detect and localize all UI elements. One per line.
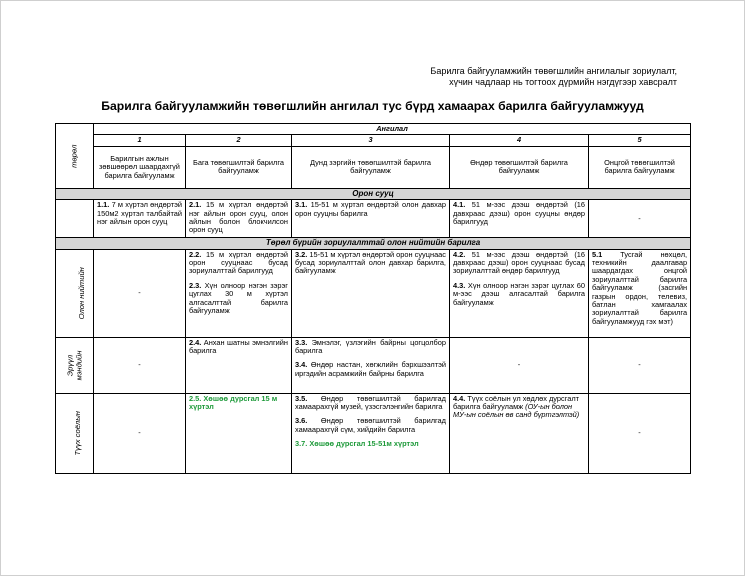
item-number: 3.6.	[295, 416, 308, 426]
table-row-residential	[56, 200, 691, 238]
item-text: Түүх соёлын ул хөдлөх дурсгалт барилга байгууламж	[453, 393, 580, 412]
item-number: 4.1.	[453, 200, 466, 210]
item-text: Хүн олноор нэгэн зэрэг цуглах 60 м-ээс дээш алгасалтай барилга байгууламж	[453, 280, 585, 307]
category-header: Ангилал	[94, 124, 691, 135]
col-heading-2: Бага төвөгшилтэй барилга байгууламж	[186, 146, 292, 188]
item-number: 2.2.	[189, 249, 202, 259]
item-text: 15 м хүртэл өндөртэй орон сууцнаас бусад зориулалттай барилгууд	[189, 249, 288, 276]
public-type-cell	[56, 249, 94, 337]
item-text: Өндөр төвөгшилтэй барилгад хамаарахгүй музей, үзэсгэлэнгийн барилга	[295, 393, 446, 412]
item-3-3	[295, 339, 446, 356]
health-col1: -	[94, 337, 186, 393]
section-public: Төрөл бүрийн зориулалттай олон нийтийн барилга	[56, 238, 691, 249]
health-label-line2: мэндийн	[73, 350, 83, 381]
public-col3	[292, 249, 450, 337]
health-col5: -	[589, 337, 691, 393]
residential-col3	[292, 200, 450, 238]
item-2-3	[189, 282, 288, 316]
item-4-2	[453, 251, 585, 276]
item-3-6	[295, 417, 446, 434]
type-label: төрөл	[69, 144, 79, 168]
item-text: Хүн олноор нэгэн зэрэг цуглах 30 м хүртэл алгасалттай барилга байгууламж	[189, 280, 288, 316]
item-text: Эмнэлэг, үзлэгийн байрны цогцолбор барилга	[295, 337, 446, 356]
item-text: 15-51 м хүртэл өндөртэй орон сууцнаас бусад зориулалттай олон давхар барилга, байгууламж	[295, 249, 446, 276]
health-label-line1: Эрүүл	[64, 354, 74, 376]
col-number-5: 5	[589, 135, 691, 146]
col-heading-1: Барилгын ажлын зөвшөөрөл шаардахгүй барилга байгууламж	[94, 146, 186, 188]
item-3-4	[295, 361, 446, 378]
item-4-3	[453, 282, 585, 307]
health-col4: -	[450, 337, 589, 393]
col-number-4: 4	[450, 135, 589, 146]
item-text: 51 м-ээс дээш өндөртэй (16 давхраас дээш) орон сууцны өндөр барилгууд	[453, 200, 586, 227]
public-col4	[450, 249, 589, 337]
item-3-5	[295, 395, 446, 412]
residential-col4	[450, 200, 589, 238]
health-col2	[186, 337, 292, 393]
header-row-category	[56, 124, 691, 135]
item-text: Өндөр настан, хөгжлийн бэрхшээлтэй иргэдийн асрамжийн байрны барилга	[295, 360, 446, 378]
culture-type-label: Түүх соёлын	[72, 410, 82, 456]
item-text: 51 м-ээс дээш өндөртэй (16 давхраас дээш) орон сууцнаас бусад зориулалттай өндөр барилгууд	[453, 249, 586, 276]
residential-col5: -	[589, 200, 691, 238]
item-number: 1.1.	[97, 200, 110, 210]
item-2-2	[189, 251, 288, 276]
item-text: Анхан шатны эмнэлгийн барилга	[189, 337, 288, 356]
col-heading-4: Өндөр төвөгшилтэй барилга байгууламж	[450, 146, 589, 188]
table-row-public	[56, 249, 691, 337]
header-row-numbers	[56, 135, 691, 146]
table-row-culture	[56, 393, 691, 473]
public-col5	[589, 249, 691, 337]
residential-col2	[186, 200, 292, 238]
header-note-line1: Барилга байгууламжийн төвөгшлийн ангилалыг зориулалт,	[430, 66, 677, 76]
col-heading-3: Дунд зэргийн төвөгшилтэй барилга байгууламж	[292, 146, 450, 188]
public-col1: -	[94, 249, 186, 337]
item-number: 2.1.	[189, 200, 202, 210]
item-number: 3.5.	[295, 393, 308, 403]
residential-type-cell	[56, 200, 94, 238]
item-number: 4.4.	[453, 393, 466, 403]
item-number: 3.3.	[295, 337, 308, 347]
item-text: 15-51 м хүртэл өндөртэй олон давхар орон сууцны барилга	[295, 200, 446, 218]
culture-col1: -	[94, 393, 186, 473]
document-title: Барилга байгууламжийн төвөгшлийн ангилал тус бүрд хамаарах барилга байгууламжууд	[101, 99, 644, 113]
item-number: 3.2.	[295, 249, 308, 259]
public-col2	[186, 249, 292, 337]
culture-col5: -	[589, 393, 691, 473]
col-number-2: 2	[186, 135, 292, 146]
item-number: 4.2.	[453, 249, 466, 259]
culture-col4	[450, 393, 589, 473]
residential-col1	[94, 200, 186, 238]
header-row-headings	[56, 146, 691, 188]
item-note: (ОУ-ын болон МУ-ын соёлын өв санд бүртгэлтэй)	[453, 402, 580, 420]
item-number: 2.4.	[189, 337, 202, 347]
health-type-label	[66, 350, 83, 380]
item-number: 3.1.	[295, 200, 308, 210]
col-heading-5: Онцгой төвөгшилтэй барилга байгууламж	[589, 146, 691, 188]
item-text: 7 м хүртэл өндөртэй 150м2 хүртэл талбайтай нэг айлын орон сууц	[97, 200, 182, 227]
col-number-3: 3	[292, 135, 450, 146]
section-row-public	[56, 238, 691, 249]
item-text: Тусгай нөхцөл, техникийн даалгавар шаардагдах онцгой зориулалттай барилга байгууламж (засгийн газрын ордон, телевиз, батлан хамгаалах зориулалттай барилга байгууламжууд гэх мэт)	[592, 249, 688, 326]
item-number: 4.3.	[453, 280, 466, 290]
item-number: 3.4.	[295, 360, 308, 370]
health-type-cell	[56, 337, 94, 393]
section-residential: Орон сууц	[56, 188, 691, 199]
culture-col3	[292, 393, 450, 473]
item-number: 2.3.	[189, 280, 202, 290]
table-row-health	[56, 337, 691, 393]
item-text: Өндөр төвөгшилтэй барилгад хамаарахгүй сүм, хийдийн барилга	[295, 416, 446, 434]
col-number-1: 1	[94, 135, 186, 146]
section-row-residential	[56, 188, 691, 199]
type-header-cell	[56, 124, 94, 189]
culture-type-cell	[56, 393, 94, 473]
item-3-7: 3.7. Хөшөө дурсгал 15-51м хүртэл	[295, 439, 419, 449]
health-col3	[292, 337, 450, 393]
classification-table	[55, 123, 691, 474]
culture-col2: 2.5. Хөшөө дурсгал 15 м хүртэл	[186, 393, 292, 473]
header-note-line2: хүчин чадлаар нь тогтоох дүрмийн нэгдүгээр хавсралт	[449, 77, 677, 87]
header-note	[377, 66, 677, 88]
item-text: 15 м хүртэл өндөртэй нэг айлын орон сууц, олон айлын болон блокчилсон орон сууц	[189, 200, 288, 235]
item-number: 5.1	[592, 249, 603, 259]
public-type-label: Олон нийтийн	[76, 267, 86, 320]
